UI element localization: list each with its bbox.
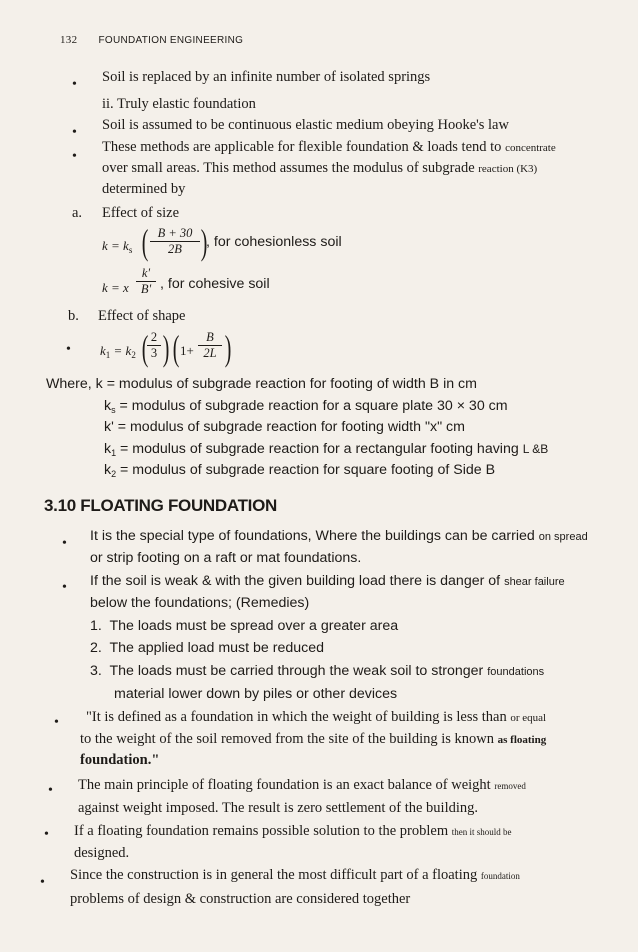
floating-b1-line2: or strip footing on a raft or mat foundations.: [90, 550, 362, 566]
paren-right: ): [162, 328, 170, 368]
floating-b3-line3: foundation.": [80, 752, 160, 768]
book-title: FOUNDATION ENGINEERING: [98, 35, 244, 46]
shape-frac-2: $\frac{B}{2L}$: [198, 330, 222, 361]
running-header: [60, 34, 243, 46]
floating-b5-line2: designed.: [74, 845, 130, 861]
bullet-icon: •: [62, 536, 67, 551]
remedy-3-line2: material lower down by piles or other devices: [114, 686, 398, 702]
size-eq1-tail: , for cohesionless soil: [206, 234, 342, 250]
def-ks: $k_s$ = modulus of subgrade reaction for a square plate 30 × 30 cm: [104, 398, 508, 415]
intro-bullet-1: Soil is replaced by an infinite number of isolated springs: [102, 69, 431, 85]
bullet-icon: •: [48, 783, 53, 798]
floating-b6-line2: problems of design & construction are considered together: [70, 891, 411, 907]
section-heading: 3.10 FLOATING FOUNDATION: [44, 496, 278, 515]
effect-size-label: a.: [72, 205, 83, 221]
page-number: 132: [60, 34, 78, 46]
methods-line-3: determined by: [102, 181, 186, 197]
floating-b3-line2: to the weight of the soil removed from the site of the building is known as floating: [80, 731, 547, 747]
paren-right: ): [200, 222, 208, 262]
floating-b1-line1: It is the special type of foundations, Where the buildings can be carried on spread: [90, 528, 588, 544]
paren-right: ): [224, 328, 232, 368]
def-k1: $k_1$ = modulus of subgrade reaction for a rectangular footing having L &B: [104, 441, 549, 458]
methods-line-1: These methods are applicable for flexible foundation & loads tend to concentrate: [102, 139, 556, 155]
bullet-icon: •: [72, 149, 77, 164]
bullet-icon: •: [54, 715, 59, 730]
bullet-icon: •: [72, 77, 77, 92]
def-k-prime: k' = modulus of subgrade reaction for footing width "x" cm: [104, 419, 465, 435]
size-eq2-lhs: k = x: [102, 280, 129, 295]
floating-b5-line1: If a floating foundation remains possible solution to the problem then it should be: [74, 823, 512, 839]
def-k2: $k_2$ = modulus of subgrade reaction for square footing of Side B: [104, 462, 496, 479]
bullet-icon: •: [44, 827, 49, 842]
effect-size-title: Effect of size: [102, 205, 180, 221]
bullet-icon: •: [72, 125, 77, 140]
effect-shape-label: b.: [68, 308, 79, 324]
remedy-3: 3. The loads must be carried through the weak soil to stronger foundations: [90, 663, 545, 679]
remedy-2: 2. The applied load must be reduced: [90, 640, 325, 656]
floating-b4-line2: against weight imposed. The result is zero settlement of the building.: [78, 800, 479, 816]
intro-bullet-2: Soil is assumed to be continuous elastic medium obeying Hooke's law: [102, 117, 509, 133]
bullet-icon: •: [62, 580, 67, 595]
size-eq2-tail: , for cohesive soil: [160, 276, 270, 292]
floating-b2-line1: If the soil is weak & with the given building load there is danger of shear failure: [90, 573, 565, 589]
shape-frac-1: $\frac{2}{3}$: [147, 330, 161, 361]
bullet-icon: •: [66, 342, 71, 357]
shape-eq-lhs: $k_1 = k_2$: [100, 343, 136, 360]
paren-left: (: [172, 328, 180, 368]
floating-b4-line1: The main principle of floating foundation is an exact balance of weight removed: [78, 777, 526, 793]
floating-b3-line1: "It is defined as a foundation in which the weight of building is less than or equal: [86, 709, 547, 725]
methods-line-2: over small areas. This method assumes the modulus of subgrade reaction (K3): [102, 160, 538, 176]
effect-shape-title: Effect of shape: [98, 308, 186, 324]
remedy-1: 1. The loads must be spread over a greater area: [90, 618, 399, 634]
size-eq1-fraction: $\frac{B + 30}{2B}$: [150, 226, 200, 257]
paren-left: (: [141, 222, 149, 262]
size-eq2-fraction: $\frac{k'}{B'}$: [136, 266, 156, 297]
shape-one-plus: 1+: [180, 343, 194, 358]
paren-left: (: [141, 328, 149, 368]
bullet-icon: •: [40, 875, 45, 890]
floating-b6-line1: Since the construction is in general the most difficult part of a floating foundation: [70, 867, 520, 883]
where-line-1: Where, k = modulus of subgrade reaction for footing of width B in cm: [46, 376, 477, 392]
floating-b2-line2: below the foundations; (Remedies): [90, 595, 310, 611]
size-eq1-lhs: $k = k_s$: [102, 238, 133, 255]
intro-sub-item: ii. Truly elastic foundation: [102, 96, 256, 112]
